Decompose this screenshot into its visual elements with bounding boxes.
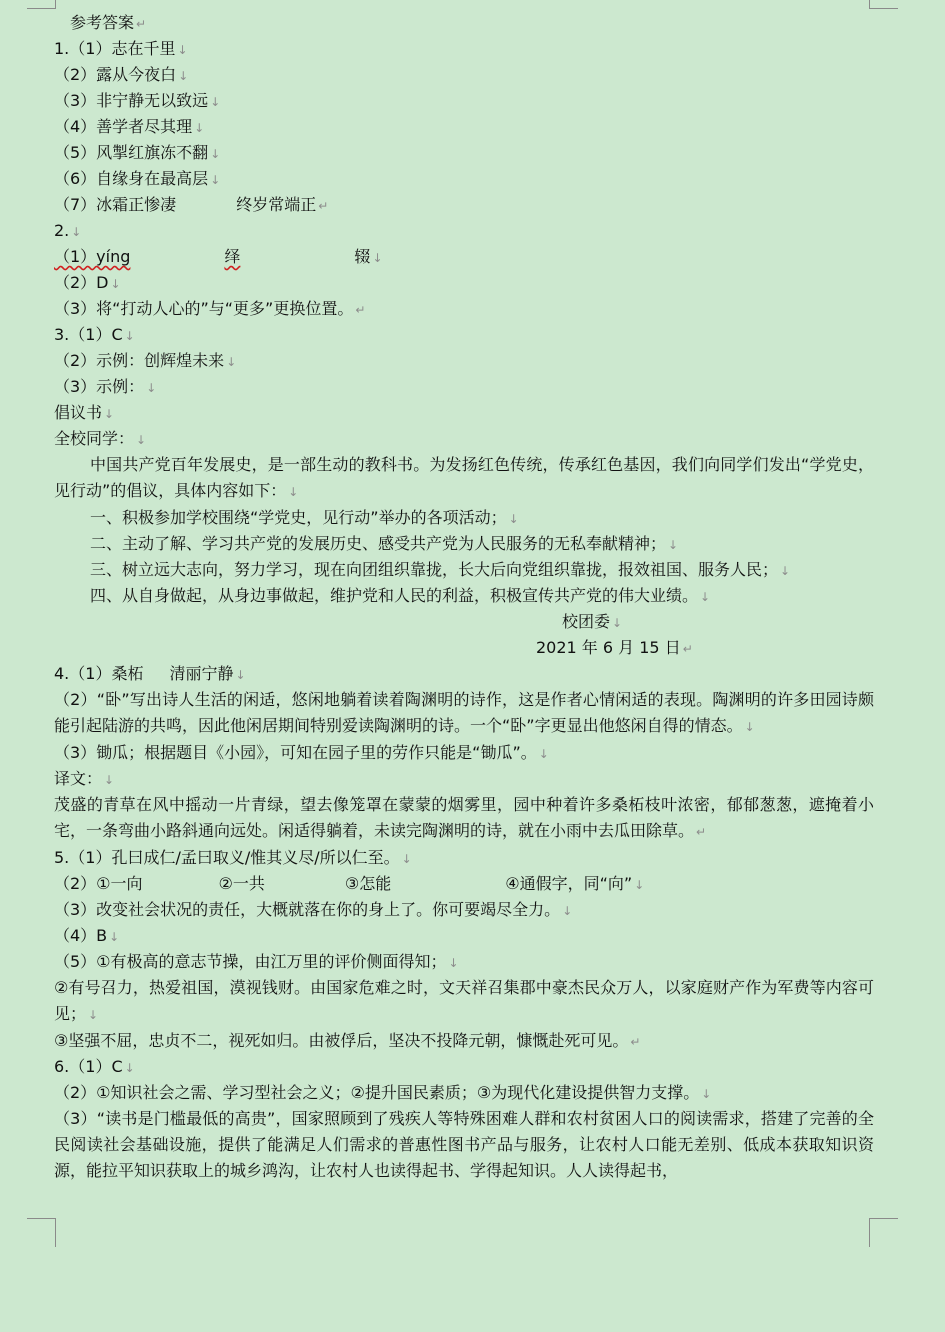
- line-break-icon: ↓: [124, 1061, 135, 1075]
- answer-text: （2）示例：创辉煌未来: [54, 351, 225, 370]
- line-break-icon: ↓: [104, 773, 115, 787]
- answer-text: （3）“读书是门槛最低的高贵”，国家照顾到了残疾人等特殊困难人群和农村贫困人口的阅读需求，搭建了完善的全民阅读社会基础设施，提供了能满足人们需求的普惠性图书产品与服务，让农村人口能无差别、低成本获取知识资源，能拉平知识获取上的城乡鸿沟，让农村人也读得起书、学得起知识。人人读得起书，: [54, 1109, 874, 1180]
- answer-line: [54, 897, 874, 923]
- answer-text: ②有号召力，热爱祖国，漠视钱财。由国家危难之时，文天祥召集郡中豪杰民众万人，以家庭财产作为军费等内容可见；: [54, 978, 874, 1023]
- answer-text: 倡议书: [54, 403, 103, 422]
- document-body: [54, 10, 874, 1184]
- answer-text: （3）锄瓜；根据题目《小园》，可知在园子里的劳作只能是“锄瓜”。: [54, 743, 537, 762]
- line-break-icon: ↓: [701, 1087, 712, 1101]
- answer-paragraph: [54, 975, 874, 1028]
- line-break-icon: ↓: [562, 904, 573, 918]
- answer-line: [54, 296, 874, 322]
- answer-text: （4）善学者尽其理: [54, 117, 193, 136]
- answer-text: 3.（1）C: [54, 325, 123, 344]
- line-break-icon: ↓: [288, 485, 299, 499]
- letter-item: [54, 583, 874, 609]
- line-break-icon: ↓: [744, 720, 755, 734]
- answer-line: [54, 244, 874, 270]
- answer-text: 1.（1）志在千里: [54, 39, 176, 58]
- answer-text: 终岁常端正: [236, 195, 317, 214]
- line-break-icon: ↓: [210, 147, 221, 161]
- answer-text: （2）露从今夜白: [54, 65, 177, 84]
- answer-text: 4.（1）桑柘: [54, 664, 144, 683]
- answer-line: [54, 845, 874, 871]
- line-break-icon: ↓: [146, 381, 157, 395]
- answer-line: [54, 114, 874, 140]
- paragraph-mark-icon: ↵: [355, 303, 366, 317]
- line-break-icon: ↓: [508, 512, 519, 526]
- answer-text: 一、积极参加学校围绕“学党史，见行动”举办的各项活动；: [90, 508, 507, 527]
- line-break-icon: ↓: [136, 433, 147, 447]
- answer-text: ④通假字，同“向”: [505, 874, 633, 893]
- answer-text: （4）B: [54, 926, 108, 945]
- answer-line: [54, 740, 874, 766]
- line-break-icon: ↓: [177, 43, 188, 57]
- line-break-icon: ↓: [104, 407, 115, 421]
- answer-text: （5）风掣红旗冻不翻: [54, 143, 209, 162]
- letter-greeting: [54, 426, 874, 452]
- answer-line: [54, 218, 874, 244]
- answer-text: 译文：: [54, 769, 103, 788]
- answer-line: [54, 923, 874, 949]
- answer-text: （6）自缘身在最高层: [54, 169, 209, 188]
- letter-item: [54, 505, 874, 531]
- answer-text: （7）冰霜正惨凄: [54, 195, 177, 214]
- answer-text: （2）“卧”写出诗人生活的闲适，悠闲地躺着读着陶渊明的诗作，这是作者心情闲适的表现。陶渊明的许多田园诗颇能引起陆游的共鸣，因此他闲居期间特别爱读陶渊明的诗。一个“卧”字更显出他悠闲自得的情态。: [54, 690, 874, 735]
- answer-line: [54, 36, 874, 62]
- answer-text: （3）示例：: [54, 377, 145, 396]
- answer-line: [54, 661, 874, 687]
- letter-title: [54, 400, 874, 426]
- page-heading: [54, 10, 874, 36]
- line-break-icon: ↓: [124, 329, 135, 343]
- answer-text: （1）yíng: [54, 247, 131, 266]
- answer-paragraph: [54, 687, 874, 740]
- answer-text: 5.（1）孔曰成仁/孟曰取义/惟其义尽/所以仁至。: [54, 848, 400, 867]
- answer-text: 绎: [224, 247, 241, 266]
- answer-text: （5）①有极高的意志节操，由江万里的评价侧面得知；: [54, 952, 447, 971]
- line-break-icon: ↓: [780, 564, 791, 578]
- answer-text: 茂盛的青草在风中摇动一片青绿，望去像笼罩在蒙蒙的烟雾里，园中种着许多桑柘枝叶浓密，郁郁葱葱，遮掩着小宅，一条弯曲小路斜通向远处。闲适得躺着，未读完陶渊明的诗，就在小雨中去瓜田除草。: [54, 795, 874, 840]
- line-break-icon: ↓: [448, 956, 459, 970]
- answer-text: 全校同学：: [54, 429, 135, 448]
- answer-line: [54, 166, 874, 192]
- answer-line: [54, 766, 874, 792]
- corner-mark-top-right: [869, 0, 898, 9]
- line-break-icon: ↓: [226, 355, 237, 369]
- line-break-icon: ↓: [668, 538, 679, 552]
- answer-paragraph: [54, 792, 874, 845]
- paragraph-mark-icon: ↵: [630, 1035, 641, 1049]
- line-break-icon: ↓: [110, 277, 121, 291]
- answer-text: （3）将“打动人心的”与“更多”更换位置。: [54, 299, 354, 318]
- answer-text: 辍: [354, 247, 371, 266]
- paragraph-mark-icon: ↵: [136, 17, 147, 31]
- answer-text: 二、主动了解、学习共产党的发展历史、感受共产党为人民服务的无私奉献精神；: [90, 534, 667, 553]
- answer-text: ②一共: [218, 874, 265, 893]
- answer-line: [54, 140, 874, 166]
- answer-text: 6.（1）C: [54, 1057, 123, 1076]
- answer-text: （2）①一向: [54, 874, 143, 893]
- letter-signer: [54, 609, 874, 635]
- line-break-icon: ↓: [194, 121, 205, 135]
- line-break-icon: ↓: [612, 616, 623, 630]
- answer-line: [54, 949, 874, 975]
- answer-text: 中国共产党百年发展史，是一部生动的教科书。为发扬红色传统，传承红色基因，我们向同学们发出“学党史，见行动”的倡议，具体内容如下：: [54, 455, 874, 500]
- answer-line: [54, 192, 874, 218]
- answer-line: [54, 270, 874, 296]
- paragraph-mark-icon: ↵: [682, 642, 693, 656]
- letter-date: [54, 635, 874, 661]
- answer-line: [54, 348, 874, 374]
- corner-mark-top-left: [27, 0, 56, 9]
- line-break-icon: ↓: [109, 930, 120, 944]
- answer-line: [54, 88, 874, 114]
- paragraph-mark-icon: ↵: [696, 825, 707, 839]
- answer-text: 四、从自身做起，从身边事做起，维护党和人民的利益，积极宣传共产党的伟大业绩。: [90, 586, 699, 605]
- answer-line: [54, 62, 874, 88]
- line-break-icon: ↓: [210, 95, 221, 109]
- letter-item: [54, 557, 874, 583]
- corner-mark-bottom-left: [27, 1218, 56, 1247]
- line-break-icon: ↓: [401, 852, 412, 866]
- line-break-icon: ↓: [634, 878, 645, 892]
- paragraph-mark-icon: ↵: [318, 199, 329, 213]
- line-break-icon: ↓: [372, 251, 383, 265]
- answer-paragraph: [54, 1106, 874, 1184]
- answer-line: [54, 374, 874, 400]
- line-break-icon: ↓: [235, 668, 246, 682]
- answer-line: [54, 322, 874, 348]
- answer-line: [54, 871, 874, 897]
- answer-text: （3）改变社会状况的责任，大概就落在你的身上了。你可要竭尽全力。: [54, 900, 561, 919]
- line-break-icon: ↓: [88, 1008, 99, 1022]
- answer-text: 三、树立远大志向，努力学习，现在向团组织靠拢，长大后向党组织靠拢，报效祖国、服务人民；: [90, 560, 779, 579]
- answer-text: （3）非宁静无以致远: [54, 91, 209, 110]
- answer-text: 2021 年 6 月 15 日: [536, 638, 681, 657]
- answer-text: ③坚强不屈，忠贞不二，视死如归。由被俘后，坚决不投降元朝，慷慨赴死可见。: [54, 1031, 629, 1050]
- answer-line: [54, 1054, 874, 1080]
- heading-text: 参考答案: [70, 13, 135, 32]
- line-break-icon: ↓: [210, 173, 221, 187]
- answer-text: 清丽宁静: [169, 664, 234, 683]
- letter-intro: [54, 452, 874, 505]
- answer-text: 校团委: [562, 612, 611, 631]
- letter-item: [54, 531, 874, 557]
- line-break-icon: ↓: [178, 69, 189, 83]
- answer-line: [54, 1080, 874, 1106]
- line-break-icon: ↓: [700, 590, 711, 604]
- corner-mark-bottom-right: [869, 1218, 898, 1247]
- question-number: 2.: [54, 221, 70, 240]
- answer-text: ③怎能: [344, 874, 392, 893]
- answer-line: [54, 1028, 874, 1054]
- line-break-icon: ↓: [538, 747, 549, 761]
- answer-text: （2）①知识社会之需、学习型社会之义；②提升国民素质；③为现代化建设提供智力支撑。: [54, 1083, 700, 1102]
- answer-text: （2）D: [54, 273, 109, 292]
- line-break-icon: ↓: [71, 225, 82, 239]
